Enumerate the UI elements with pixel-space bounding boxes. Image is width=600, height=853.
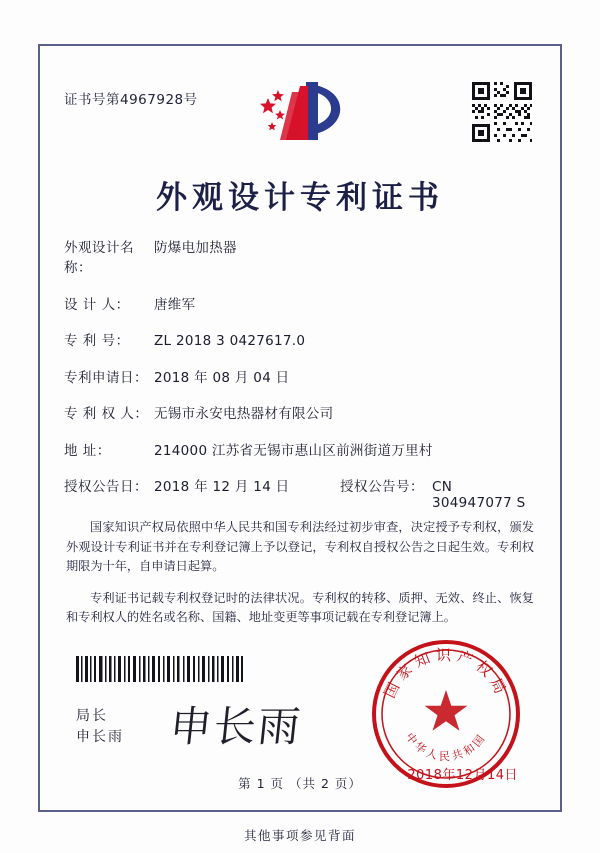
signature-block (76, 706, 124, 748)
field-value: 防爆电加热器 (154, 240, 237, 256)
legal-text (66, 506, 534, 635)
director-name-label: 申长雨 (76, 729, 124, 745)
field-value: 唐维军 (154, 296, 196, 313)
field-row-designer (64, 293, 536, 313)
field-value: 214000 江苏省无锡市惠山区前洲街道万里村 (154, 442, 433, 459)
director-role-label: 局长 (76, 708, 108, 724)
announcement-number-label: 授权公告号： (340, 479, 424, 495)
certificate-inner (40, 46, 560, 810)
field-value: ZL 2018 3 0427617.0 (154, 333, 306, 349)
field-row-patent-number (64, 329, 536, 349)
field-value: 无锡市永安电热器材有限公司 (154, 406, 334, 422)
certificate-border (38, 44, 562, 812)
field-list (64, 236, 536, 528)
field-label: 专利申请日： (64, 369, 148, 386)
field-row-design-name (64, 236, 536, 276)
field-row-patentee (64, 402, 536, 422)
svg-text:国家知识产权局: 国家知识产权局 (380, 646, 512, 701)
field-label: 专 利 权 人： (64, 406, 149, 422)
svg-text:中华人民共和国: 中华人民共和国 (402, 730, 490, 763)
field-label: 地 址： (64, 442, 111, 459)
field-row-application-date (64, 366, 536, 386)
barcode-icon (76, 656, 244, 682)
footer-note: 其他事项参见背面 (243, 828, 356, 843)
director-signature: 申长雨 (167, 702, 305, 751)
paragraph: 专利证书记载专利权登记时的法律状况。专利权的转移、质押、无效、终止、恢复和专利权人的姓名或名称、国籍、地址变更等事项记载在专利登记簿上。 (66, 590, 534, 625)
field-label: 专 利 号： (64, 333, 130, 349)
field-row-address (64, 439, 536, 459)
seal-date: 2018年12月14日 (407, 768, 518, 783)
field-label: 设 计 人： (64, 296, 130, 313)
cnipa-logo-icon (256, 78, 348, 150)
field-value: 2018 年 12 月 14 日 (154, 479, 290, 495)
paragraph: 国家知识产权局依照中华人民共和国专利法经过初步审查，决定授予专利权，颁发外观设计专利证书并在专利登记簿上予以登记，专利权自授权公告之日起生效。专利权期限为十年，自申请日起算。 (66, 520, 534, 574)
certificate-number: 证书号第4967928号 (64, 92, 198, 108)
announcement-number-value: CN 304947077 S (432, 479, 526, 511)
page-indicator: 第 1 页 （共 2 页） (238, 776, 362, 791)
field-label: 授权公告日： (64, 479, 148, 495)
page-title: 外观设计专利证书 (156, 180, 444, 216)
field-value: 2018 年 08 月 04 日 (154, 369, 290, 386)
qr-code-icon (470, 80, 534, 144)
field-label: 外观设计名称： (64, 240, 134, 276)
